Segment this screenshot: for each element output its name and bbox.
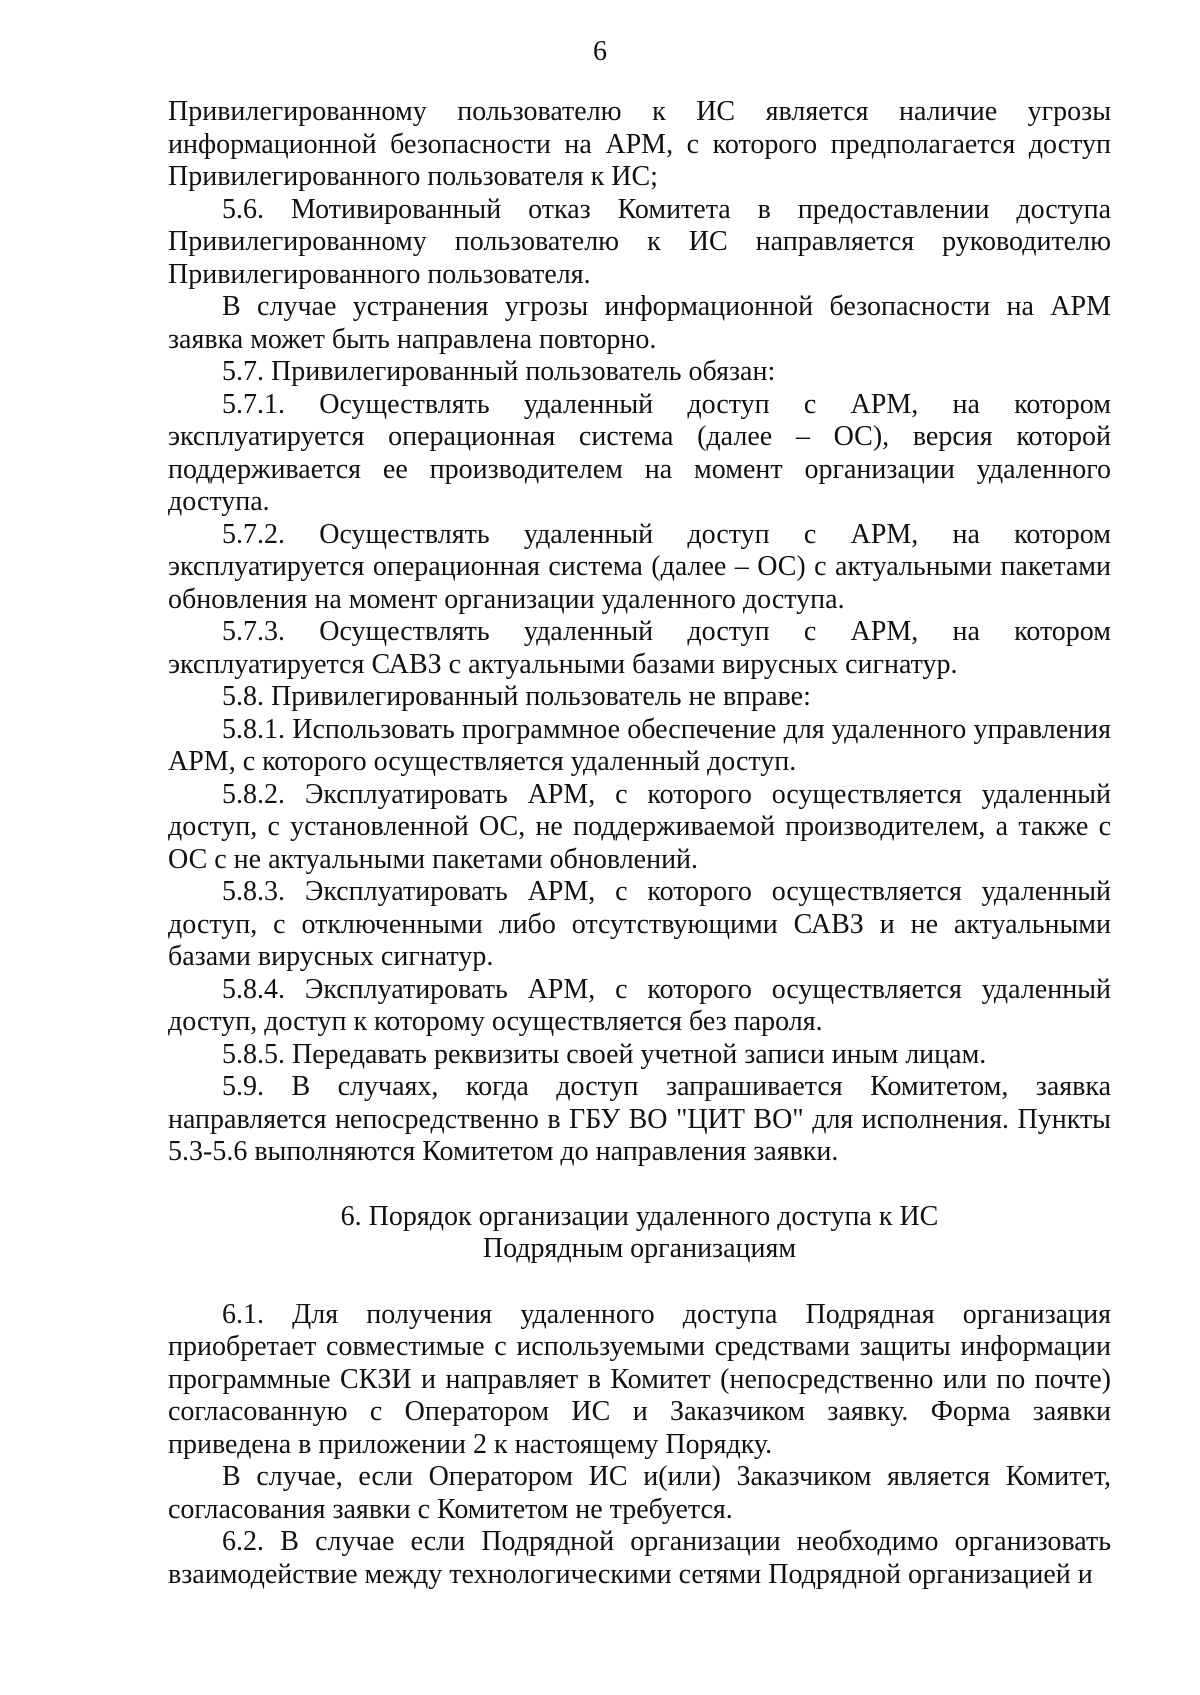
section-heading-line-1: 6. Порядок организации удаленного доступа к ИС	[340, 1200, 939, 1232]
paragraph: 5.7.2. Осуществлять удаленный доступ с АРМ, на котором эксплуатируется операционная система (далее – ОС) с актуальными пакетами обновления на момент организации удаленного доступа.	[168, 518, 1111, 615]
paragraph: 5.8.2. Эксплуатировать АРМ, с которого осуществляется удаленный доступ, с установленной ОС, не поддерживаемой производителем, а также с ОС с не актуальными пакетами обновлений.	[168, 778, 1111, 875]
paragraph: 5.8.3. Эксплуатировать АРМ, с которого осуществляется удаленный доступ, с отключенными либо отсутствующими САВЗ и не актуальными базами вирусных сигнатур.	[168, 876, 1111, 972]
paragraph: 5.8.1. Использовать программное обеспечение для удаленного управления АРМ, с которого осуществляется удаленный доступ.	[168, 713, 1111, 777]
paragraph: 5.8.5. Передавать реквизиты своей учетной записи иным лицам.	[222, 1038, 987, 1070]
document-body	[168, 96, 1111, 1591]
paragraphs-after-heading	[168, 1299, 1111, 1592]
paragraph: 6.2. В случае если Подрядной организации необходимо организовать взаимодействие между технологическими сетями Подрядной организацией и	[168, 1526, 1111, 1590]
paragraph: Привилегированному пользователю к ИС является наличие угрозы информационной безопасности на АРМ, с которого предполагается доступ Привилегированного пользователя к ИС;	[168, 96, 1111, 192]
paragraph: 5.6. Мотивированный отказ Комитета в предоставлении доступа Привилегированному пользователю к ИС направляется руководителю Привилегированного пользователя.	[168, 193, 1111, 290]
paragraph: 5.8. Привилегированный пользователь не вправе:	[222, 681, 811, 712]
page-number: 6	[593, 36, 607, 67]
paragraph: 5.9. В случаях, когда доступ запрашивается Комитетом, заявка направляется непосредственно в ГБУ ВО "ЦИТ ВО" для исполнения. Пункты 5.3-5.6 выполняются Комитетом до направления заявки.	[168, 1071, 1111, 1167]
section-heading	[168, 1201, 1111, 1266]
paragraph: 5.8.4. Эксплуатировать АРМ, с которого осуществляется удаленный доступ, доступ к которому осуществляется без пароля.	[168, 973, 1111, 1037]
paragraph: В случае устранения угрозы информационной безопасности на АРМ заявка может быть направлена повторно.	[168, 291, 1111, 355]
paragraphs-before-heading	[168, 96, 1111, 1169]
section-heading-line-2: Подрядным организациям	[482, 1233, 797, 1264]
paragraph: 6.1. Для получения удаленного доступа Подрядная организация приобретает совместимые с используемыми средствами защиты информации программные СКЗИ и направляет в Комитет (непосредственно или по почте) согласованную с Оператором ИС и Заказчиком заявку. Форма заявки приведена в приложении 2 к настоящему Порядку.	[168, 1298, 1111, 1460]
paragraph: В случае, если Оператором ИС и(или) Заказчиком является Комитет, согласования заявки с Комитетом не требуется.	[168, 1461, 1111, 1525]
paragraph: 5.7.3. Осуществлять удаленный доступ с АРМ, на котором эксплуатируется САВЗ с актуальными базами вирусных сигнатур.	[168, 616, 1111, 680]
paragraph: 5.7. Привилегированный пользователь обязан:	[222, 356, 776, 387]
paragraph: 5.7.1. Осуществлять удаленный доступ с АРМ, на котором эксплуатируется операционная система (далее – ОС), версия которой поддерживается ее производителем на момент организации удаленного доступа.	[168, 388, 1111, 517]
